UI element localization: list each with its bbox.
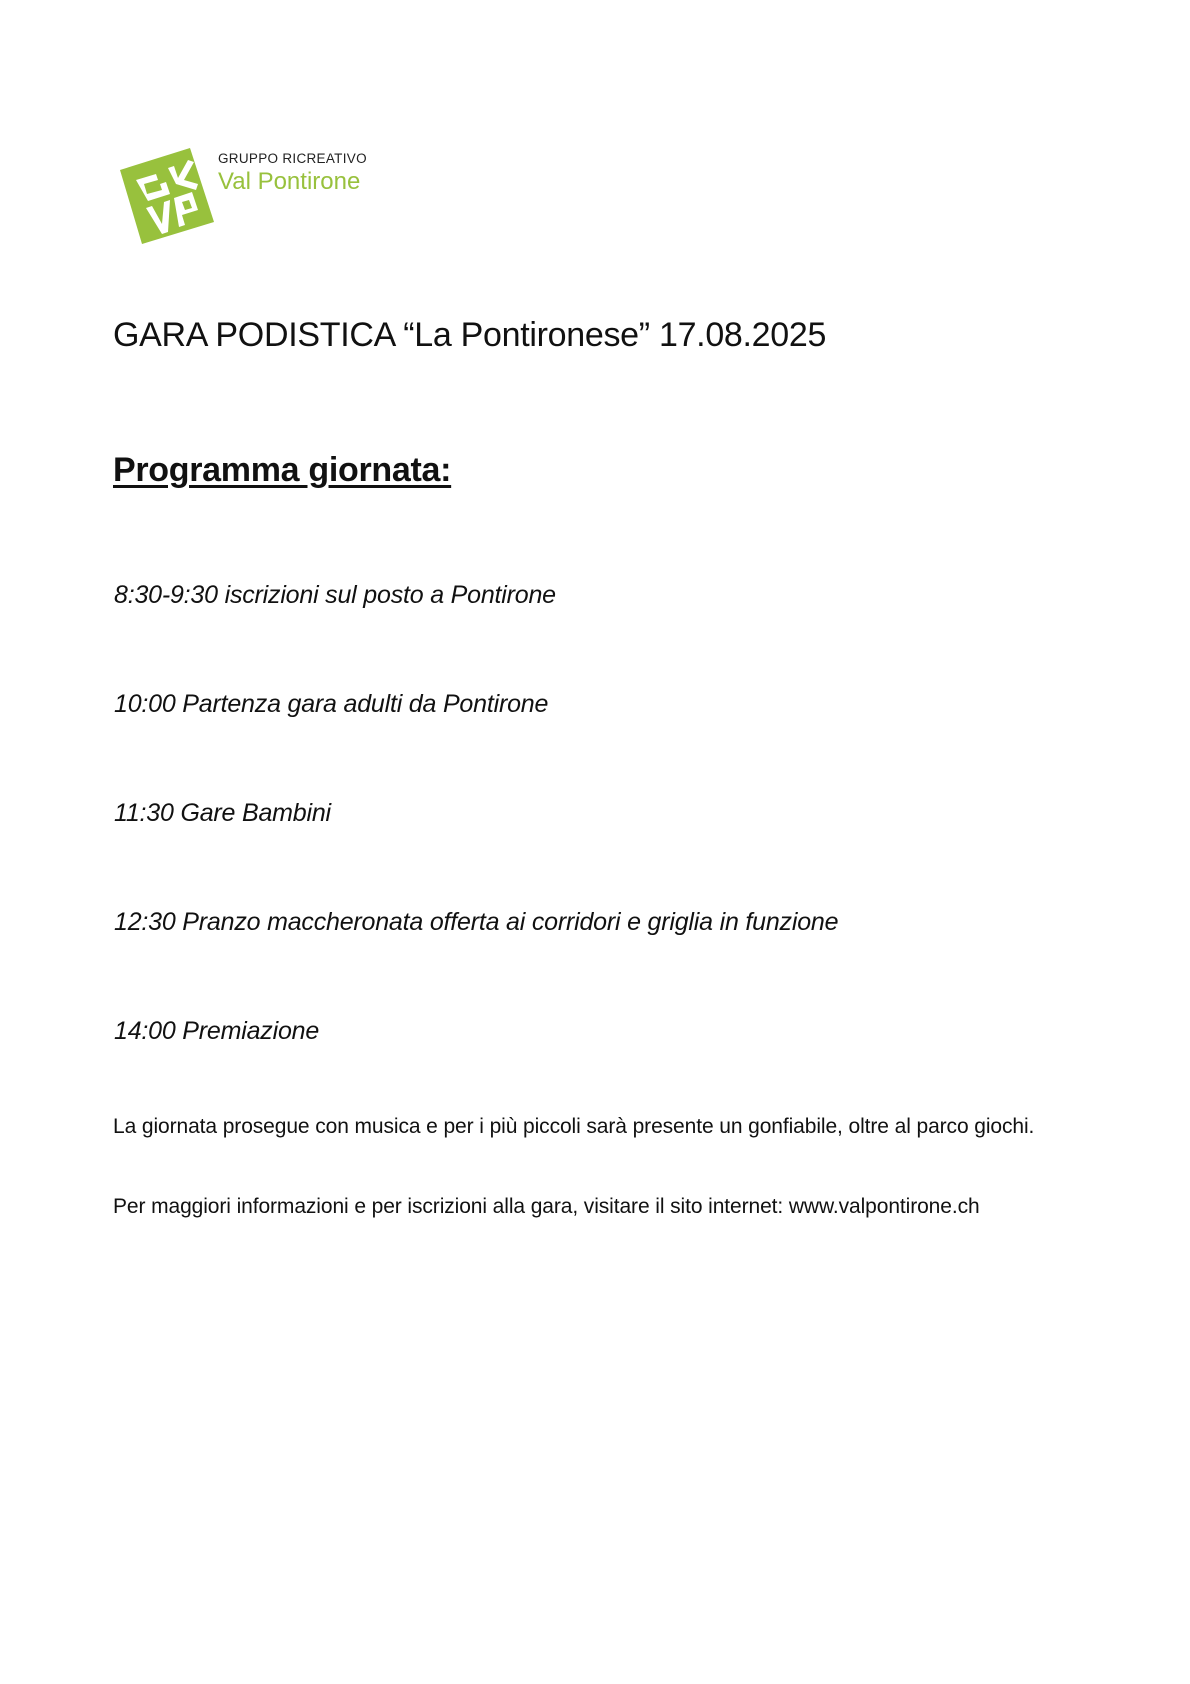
program-heading: Programma giornata: xyxy=(113,451,452,489)
paragraph-info: Per maggiori informazioni e per iscrizioni alla gara, visitare il sito internet: www.valpontirone.ch xyxy=(113,1195,980,1218)
program-item: 8:30-9:30 iscrizioni sul posto a Pontirone xyxy=(114,581,556,609)
logo-organization: GRUPPO RICREATIVO xyxy=(218,151,367,166)
event-title: GARA PODISTICA “La Pontironese” 17.08.2025 xyxy=(113,316,827,354)
program-list xyxy=(114,575,838,1120)
paragraph-activities: La giornata prosegue con musica e per i più piccoli sarà presente un gonfiabile, oltre al parco giochi. xyxy=(113,1115,1035,1138)
program-item: 14:00 Premiazione xyxy=(114,1017,320,1045)
program-item: 11:30 Gare Bambini xyxy=(114,799,331,827)
logo xyxy=(112,140,392,252)
program-item: 12:30 Pranzo maccheronata offerta ai corridori e griglia in funzione xyxy=(114,908,839,936)
logo-mark-icon xyxy=(112,140,222,250)
logo-name: Val Pontirone xyxy=(218,168,361,195)
program-item: 10:00 Partenza gara adulti da Pontirone xyxy=(114,690,549,718)
